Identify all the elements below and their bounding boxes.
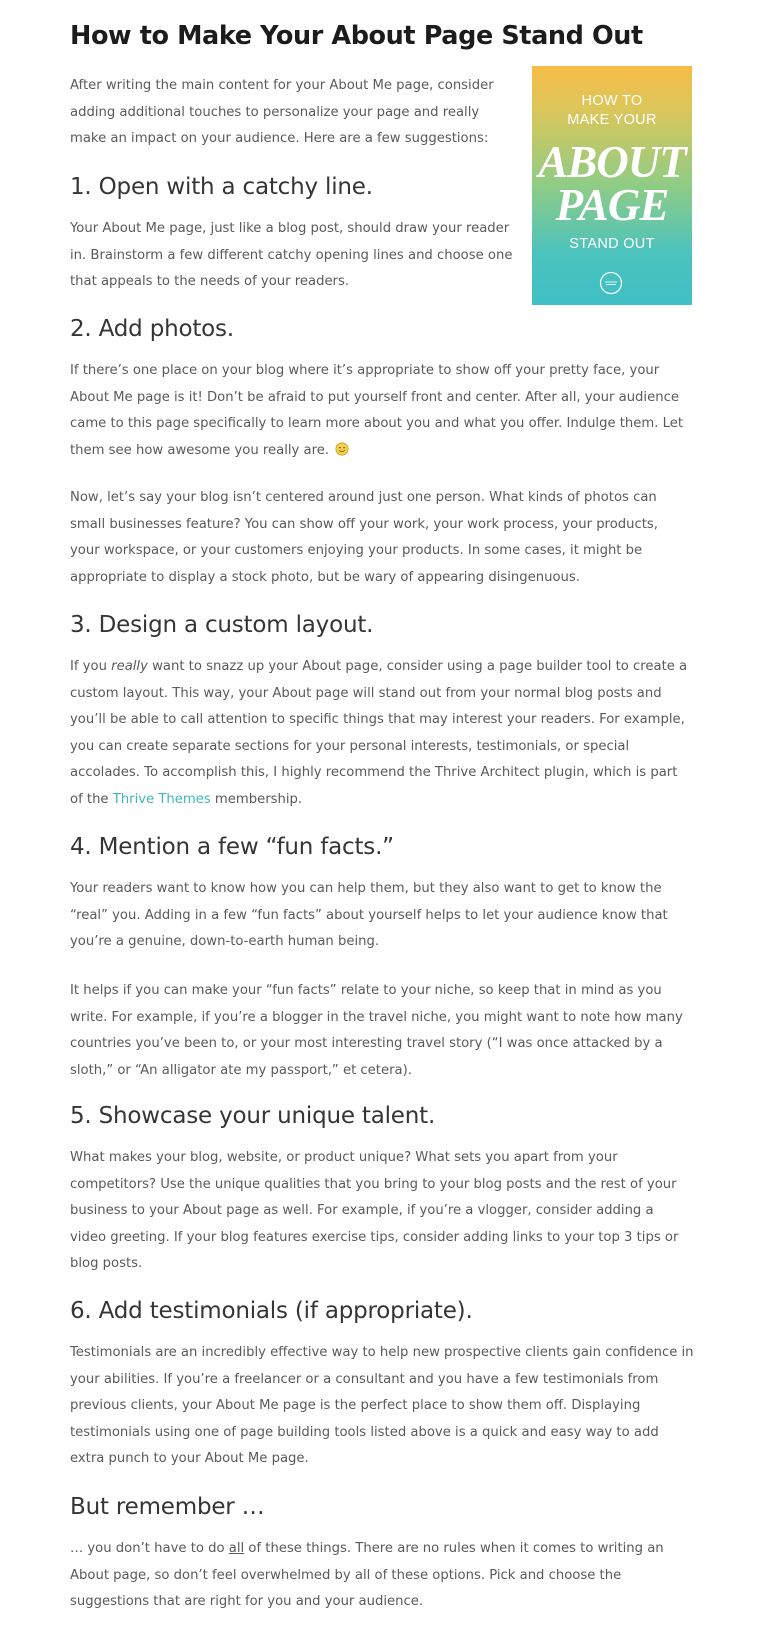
cover-stand-out: STAND OUT: [569, 236, 655, 252]
heading-catchy-line: 1. Open with a catchy line.: [70, 174, 373, 200]
section-4-paragraph-2: It helps if you can make your “fun facts” relate to your niche, so keep that in mind as you write. For example, if you’re a blogger in the travel niche, you might want to note how many countries you’ve been to, or your most interesting travel story (“I was once attacked by a sloth,” or “An alligator ate my passport,” et cetera).: [70, 983, 683, 1078]
cover-title-about: ABOUT: [538, 137, 686, 187]
smiley-icon: [335, 442, 349, 456]
section-2-paragraph-1: If there’s one place on your blog where it’s appropriate to show off your pretty face, your About Me page is it! Don’t be afraid to put yourself front and center. After all, your audience came to this page specifically to learn more about you and what you offer. Indulge them. Let them see how awesome you really are.: [70, 363, 684, 458]
section-7-paragraph: … you don’t have to do all of these things. There are no rules when it comes to writing an About page, so don’t feel overwhelmed by all of these options. Pick and choose the suggestions that are right for you and your audience.: [70, 1541, 664, 1610]
heading-unique-talent: 5. Showcase your unique talent.: [70, 1103, 436, 1129]
brand-logo-icon: [599, 271, 623, 295]
section-4-paragraph-1: Your readers want to know how you can help them, but they also want to get to know the “real” you. Adding in a few “fun facts” about yourself helps to let your audience know that you’re a genuine, down-to-earth human being.: [70, 881, 668, 950]
intro-paragraph: After writing the main content for your About Me page, consider adding additional touches to personalize your page and really make an impact on your audience. Here are a few suggestions:: [70, 78, 494, 147]
heading-add-photos: 2. Add photos.: [70, 316, 234, 342]
page-title: How to Make Your About Page Stand Out: [70, 21, 643, 51]
about-page-cover-image: [532, 66, 692, 305]
heading-testimonials: 6. Add testimonials (if appropriate).: [70, 1298, 473, 1324]
cover-title-page: PAGE: [555, 180, 669, 230]
heading-custom-layout: 3. Design a custom layout.: [70, 612, 374, 638]
section-5-paragraph: What makes your blog, website, or product unique? What sets you apart from your competitors? Use the unique qualities that you bring to your blog posts and the rest of your business to your About page as well. For example, if you’re a vlogger, consider adding a video greeting. If your blog features exercise tips, consider adding links to your top 3 tips or blog posts.: [70, 1150, 679, 1272]
heading-fun-facts: 4. Mention a few “fun facts.”: [70, 834, 394, 860]
section-2-paragraph-2: Now, let’s say your blog isn’t centered around just one person. What kinds of photos can small businesses feature? You can show off your work, your work process, your products, your workspace, or your customers enjoying your products. In some cases, it might be appropriate to display a stock photo, but be wary of appearing disingenuous.: [70, 490, 658, 585]
heading-but-remember: But remember …: [70, 1494, 265, 1520]
section-1-paragraph: Your About Me page, just like a blog post, should draw your reader in. Brainstorm a few different catchy opening lines and choose one that appeals to the needs of your readers.: [70, 221, 513, 290]
section-6-paragraph: Testimonials are an incredibly effective way to help new prospective clients gain confidence in your abilities. If you’re a freelancer or a consultant and you have a few testimonials from previous clients, your About Me page is the perfect place to show them off. Displaying testimonials using one of page building tools listed above is a quick and easy way to add extra punch to your About Me page.: [70, 1345, 694, 1467]
thrive-themes-link[interactable]: Thrive Themes: [112, 791, 211, 807]
section-3-paragraph: If you really want to snazz up your About page, consider using a page builder tool to create a custom layout. This way, your About page will stand out from your normal blog posts and you’ll be able to call attention to specific things that may interest your readers. For example, you can create separate sections for your personal interests, testimonials, or special accolades. To accomplish this, I highly recommend the Thrive Architect plugin, which is part of the Thrive Themes membership.: [70, 659, 688, 807]
cover-subtitle: HOW TO MAKE YOUR: [567, 93, 657, 128]
